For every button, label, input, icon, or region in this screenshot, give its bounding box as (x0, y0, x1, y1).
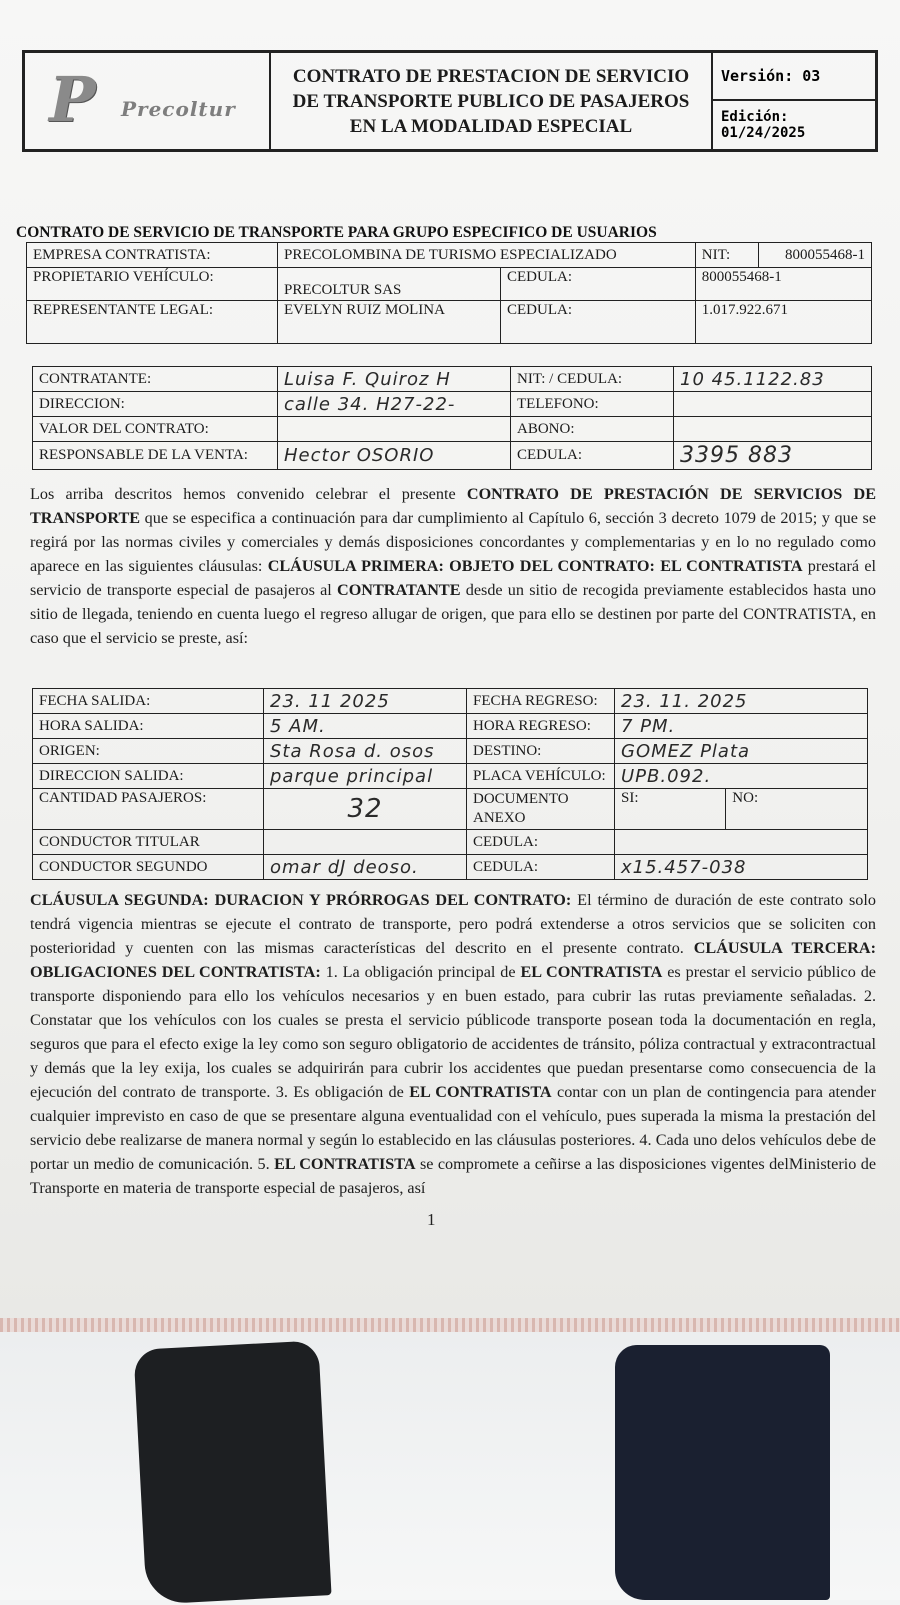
document-title (271, 53, 713, 149)
nit-value: 800055468-1 (758, 243, 871, 268)
version-label: Versión: 03 (713, 53, 875, 101)
cedula-segundo-label: CEDULA: (467, 855, 615, 880)
direccion-label: DIRECCION: (33, 392, 278, 417)
hora-salida-label: HORA SALIDA: (33, 714, 264, 739)
hora-regreso-value: 7 PM. (615, 714, 868, 739)
abono-value (674, 417, 872, 442)
origen-label: ORIGEN: (33, 739, 264, 764)
fecha-regreso-label: FECHA REGRESO: (467, 689, 615, 714)
documento-label: DOCUMENTO ANEXO (467, 789, 615, 830)
valor-value (278, 417, 511, 442)
cedula1-value: 800055468-1 (695, 268, 871, 301)
page-edge (0, 1318, 900, 1332)
empresa-label: EMPRESA CONTRATISTA: (27, 243, 278, 268)
cedula-titular-label: CEDULA: (467, 830, 615, 855)
hora-salida-value: 5 AM. (264, 714, 467, 739)
cedula1-label: CEDULA: (501, 268, 696, 301)
cantidad-label: CANTIDAD PASAJEROS: (33, 789, 264, 830)
edition-label: Edición: 01/24/2025 (721, 109, 806, 141)
responsable-label: RESPONSABLE DE LA VENTA: (33, 442, 278, 470)
placa-value: UPB.092. (615, 764, 868, 789)
contratante-value: Luisa F. Quiroz H (278, 367, 511, 392)
propietario-label: PROPIETARIO VEHÍCULO: (27, 268, 278, 301)
segundo-label: CONDUCTOR SEGUNDO (33, 855, 264, 880)
company-table (26, 242, 872, 344)
document-header (22, 50, 878, 152)
propietario-value: PRECOLTUR SAS (278, 268, 501, 301)
title-line-2: DE TRANSPORTE PUBLICO DE PASAJEROS (292, 90, 690, 112)
titular-value (264, 830, 467, 855)
intro-paragraph: Los arriba descritos hemos convenido celebrar el presente CONTRATO DE PRESTACIÓN DE SERVICIOS DE TRANSPORTE que se especifica a continuación para dar cumplimiento al Capítulo 6, sección 3 decreto 1079 de 2015; y que se regirá por las normas civiles y comerciales y demás disposiciones concordantes y complementarias y en lo no regulado como aparece en las siguientes cláusulas: CLÁUSULA PRIMERA: OBJETO DEL CONTRATO: EL CONTRATISTA prestará el servicio de transporte especial de pasajeros al CONTRATANTE desde un sitio de recogida previamente establecidos hasta uno sitio de llegada, teniendo en cuenta luego el regreso allugar de origen, que para ello se destinen por parte del CONTRATISTA, en caso que el servicio se preste, así: (30, 485, 876, 647)
logo-text: Precoltur (121, 97, 236, 121)
responsable-value: Hector OSORIO (278, 442, 511, 470)
nit-cedula-value: 10 45.1122.83 (674, 367, 872, 392)
fecha-regreso-value: 23. 11. 2025 (615, 689, 868, 714)
telefono-label: TELEFONO: (511, 392, 674, 417)
nit-cedula-label: NIT: / CEDULA: (511, 367, 674, 392)
titular-label: CONDUCTOR TITULAR (33, 830, 264, 855)
logo-cell (25, 53, 271, 149)
cedula-titular-value (615, 830, 868, 855)
nit-label: NIT: (695, 243, 758, 268)
segundo-value: omar dJ deoso. (264, 855, 467, 880)
direccion-salida-value: parque principal (264, 764, 467, 789)
right-shoe (615, 1345, 830, 1600)
origen-value: Sta Rosa d. osos (264, 739, 467, 764)
client-table (32, 366, 872, 470)
rep-value: EVELYN RUIZ MOLINA (278, 301, 501, 344)
abono-label: ABONO: (511, 417, 674, 442)
company-logo: P Precoltur (49, 63, 236, 136)
contratante-label: CONTRATANTE: (33, 367, 278, 392)
valor-label: VALOR DEL CONTRATO: (33, 417, 278, 442)
placa-label: PLACA VEHÍCULO: (467, 764, 615, 789)
cedula-value: 3395 883 (674, 442, 872, 470)
destino-value: GOMEZ Plata (615, 739, 868, 764)
cantidad-value: 32 (264, 789, 467, 830)
page-number: 1 (427, 1210, 436, 1229)
section-title: CONTRATO DE SERVICIO DE TRANSPORTE PARA GRUPO ESPECIFICO DE USUARIOS (16, 224, 657, 241)
fecha-salida-label: FECHA SALIDA: (33, 689, 264, 714)
hora-regreso-label: HORA REGRESO: (467, 714, 615, 739)
no-label: NO: (726, 789, 868, 830)
direccion-value: calle 34. H27-22- (278, 392, 511, 417)
direccion-salida-label: DIRECCION SALIDA: (33, 764, 264, 789)
cedula-label: CEDULA: (511, 442, 674, 470)
si-label: SI: (615, 789, 726, 830)
rep-label: REPRESENTANTE LEGAL: (27, 301, 278, 344)
cedula2-value: 1.017.922.671 (695, 301, 871, 344)
cedula-segundo-value: x15.457-038 (615, 855, 868, 880)
destino-label: DESTINO: (467, 739, 615, 764)
title-line-3: EN LA MODALIDAD ESPECIAL (349, 115, 633, 137)
trip-table (32, 688, 868, 880)
empresa-value: PRECOLOMBINA DE TURISMO ESPECIALIZADO (278, 243, 696, 268)
fecha-salida-value: 23. 11 2025 (264, 689, 467, 714)
clauses-paragraph: CLÁUSULA SEGUNDA: DURACION Y PRÓRROGAS DEL CONTRATO: El término de duración de este contrato solo tendrá vigencia mientras se ejecute el contrato de transporte, pero podrá extenderse a otros servicios que se soliciten con posterioridad y cuenten con las mismas características del descrito en el presente contrato. CLÁUSULA TERCERA: OBLIGACIONES DEL CONTRATISTA: 1. La obligación principal de EL CONTRATISTA es prestar el servicio público de transporte disponiendo para ello los vehículos necesarios y en buen estado, para cubrir las rutas previamente señaladas. 2. Constatar que los vehículos con los cuales se presta el servicio públicode transporte posean toda la documentación en regla, seguros que para el efecto exige la ley como son seguro obligatorio de accidentes de tránsito, póliza contractual y extracontractual y demás que la ley exija, los cuales se adquirirán para cubrir los accidentes que puedan presentarse como consecuencia de la ejecución del contrato de transporte. 3. Es obligación de EL CONTRATISTA contar con un plan de contingencia para atender cualquier imprevisto en caso de que se presentare alguna eventualidad con el vehículo, pues superada la misma la prestación del servicio debe realizarse de manera normal y según lo establecido en las cláusulas posteriores. 4. Cada uno delos vehículos debe de portar un medio de comunicación. 5. EL CONTRATISTA se compromete a ceñirse a las disposiciones vigentes delMinisterio de Transporte en materia de transporte especial de pasajeros, así (30, 891, 876, 1197)
cedula2-label: CEDULA: (501, 301, 696, 344)
title-line-1: CONTRATO DE PRESTACION DE SERVICIO (292, 65, 690, 87)
left-shoe (133, 1340, 331, 1604)
telefono-value (674, 392, 872, 417)
